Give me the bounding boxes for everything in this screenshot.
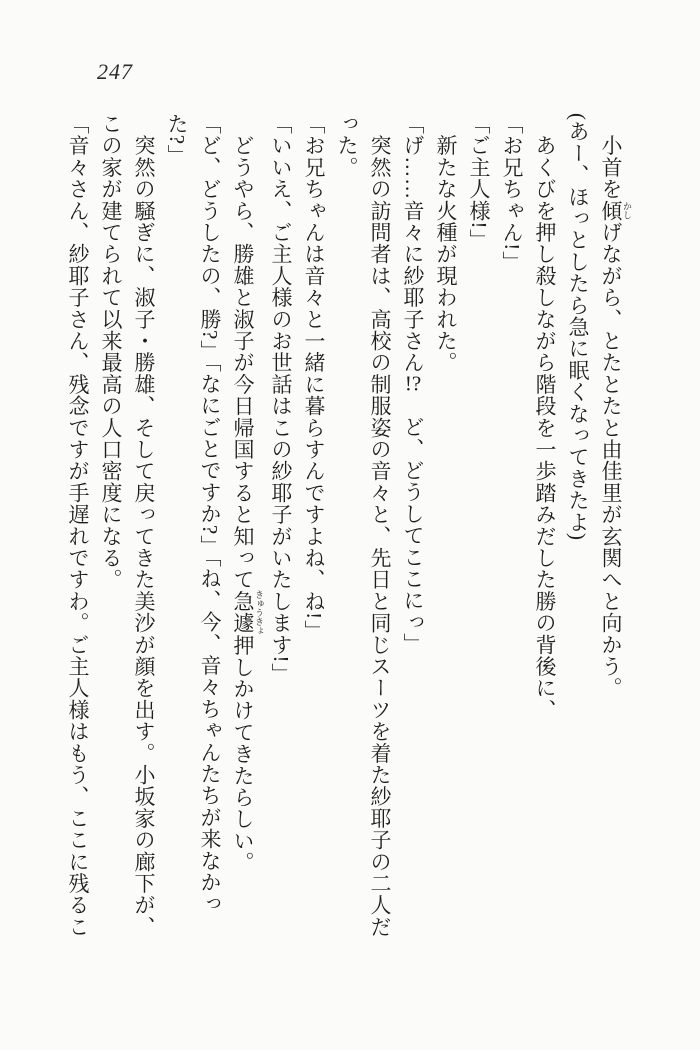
text-line: 新たな火種が現われた。 — [434, 113, 458, 374]
text-line: た?」 — [165, 113, 189, 167]
ruby-annotated-text: 急遽 きゅうきょ — [231, 590, 264, 636]
text-line: 「いいえ、ご主人様のお世話はこの紗耶子がいたします!」 — [269, 113, 293, 685]
text-line: 「お兄ちゃん!」 — [500, 113, 524, 273]
text-line: 小首を傾 かしげながら、とたとたと由佳里が玄関へと向かう。 — [599, 113, 632, 699]
text-line: った。 — [335, 113, 359, 179]
text-line: 「お兄ちゃんは音々と一緒に暮らすんですよね、ね!」 — [302, 113, 326, 642]
text-line: 「音々さん、紗耶子さん、残念ですが手遅れですわ。ご主人様はもう、ここに残るこ — [66, 113, 90, 938]
ruby-annotated-text: 傾 かし — [599, 199, 632, 222]
text-line: どうやら、勝雄と淑子が今日帰国すると知って急遽 きゅうきょ押しかけてきたらしい。 — [231, 113, 264, 874]
text-line: この家が建てられて以来最高の人口密度になる。 — [99, 113, 123, 591]
text-line: あくびを押し殺しながら階段を一歩踏みだした勝の背後に、 — [533, 113, 557, 721]
text-line: 「げ……音々に紗耶子さん!? ど、どうしてここにっ」 — [401, 113, 425, 655]
text-line: 「ご主人様!」 — [467, 113, 491, 251]
text-line: 突然の訪問者は、高校の制服姿の音々と、先日と同じスーツを着た紗耶子の二人だ — [368, 113, 392, 938]
text-line: 突然の騒ぎに、淑子・勝雄、そして戻ってきた美沙が顔を出す。小坂家の廊下が、 — [132, 113, 156, 938]
tate-chu-yoko-text: !? — [404, 373, 422, 395]
text-body — [61, 113, 632, 985]
text-line: 「ど、どうしたの、勝?」「なにごとですか?」「ね、今、音々ちゃんたちが来なかっ — [198, 113, 222, 915]
page-number: 247 — [97, 59, 133, 84]
text-line: (あー、ほっとしたら急に眠くなってきたよ) — [566, 113, 590, 541]
